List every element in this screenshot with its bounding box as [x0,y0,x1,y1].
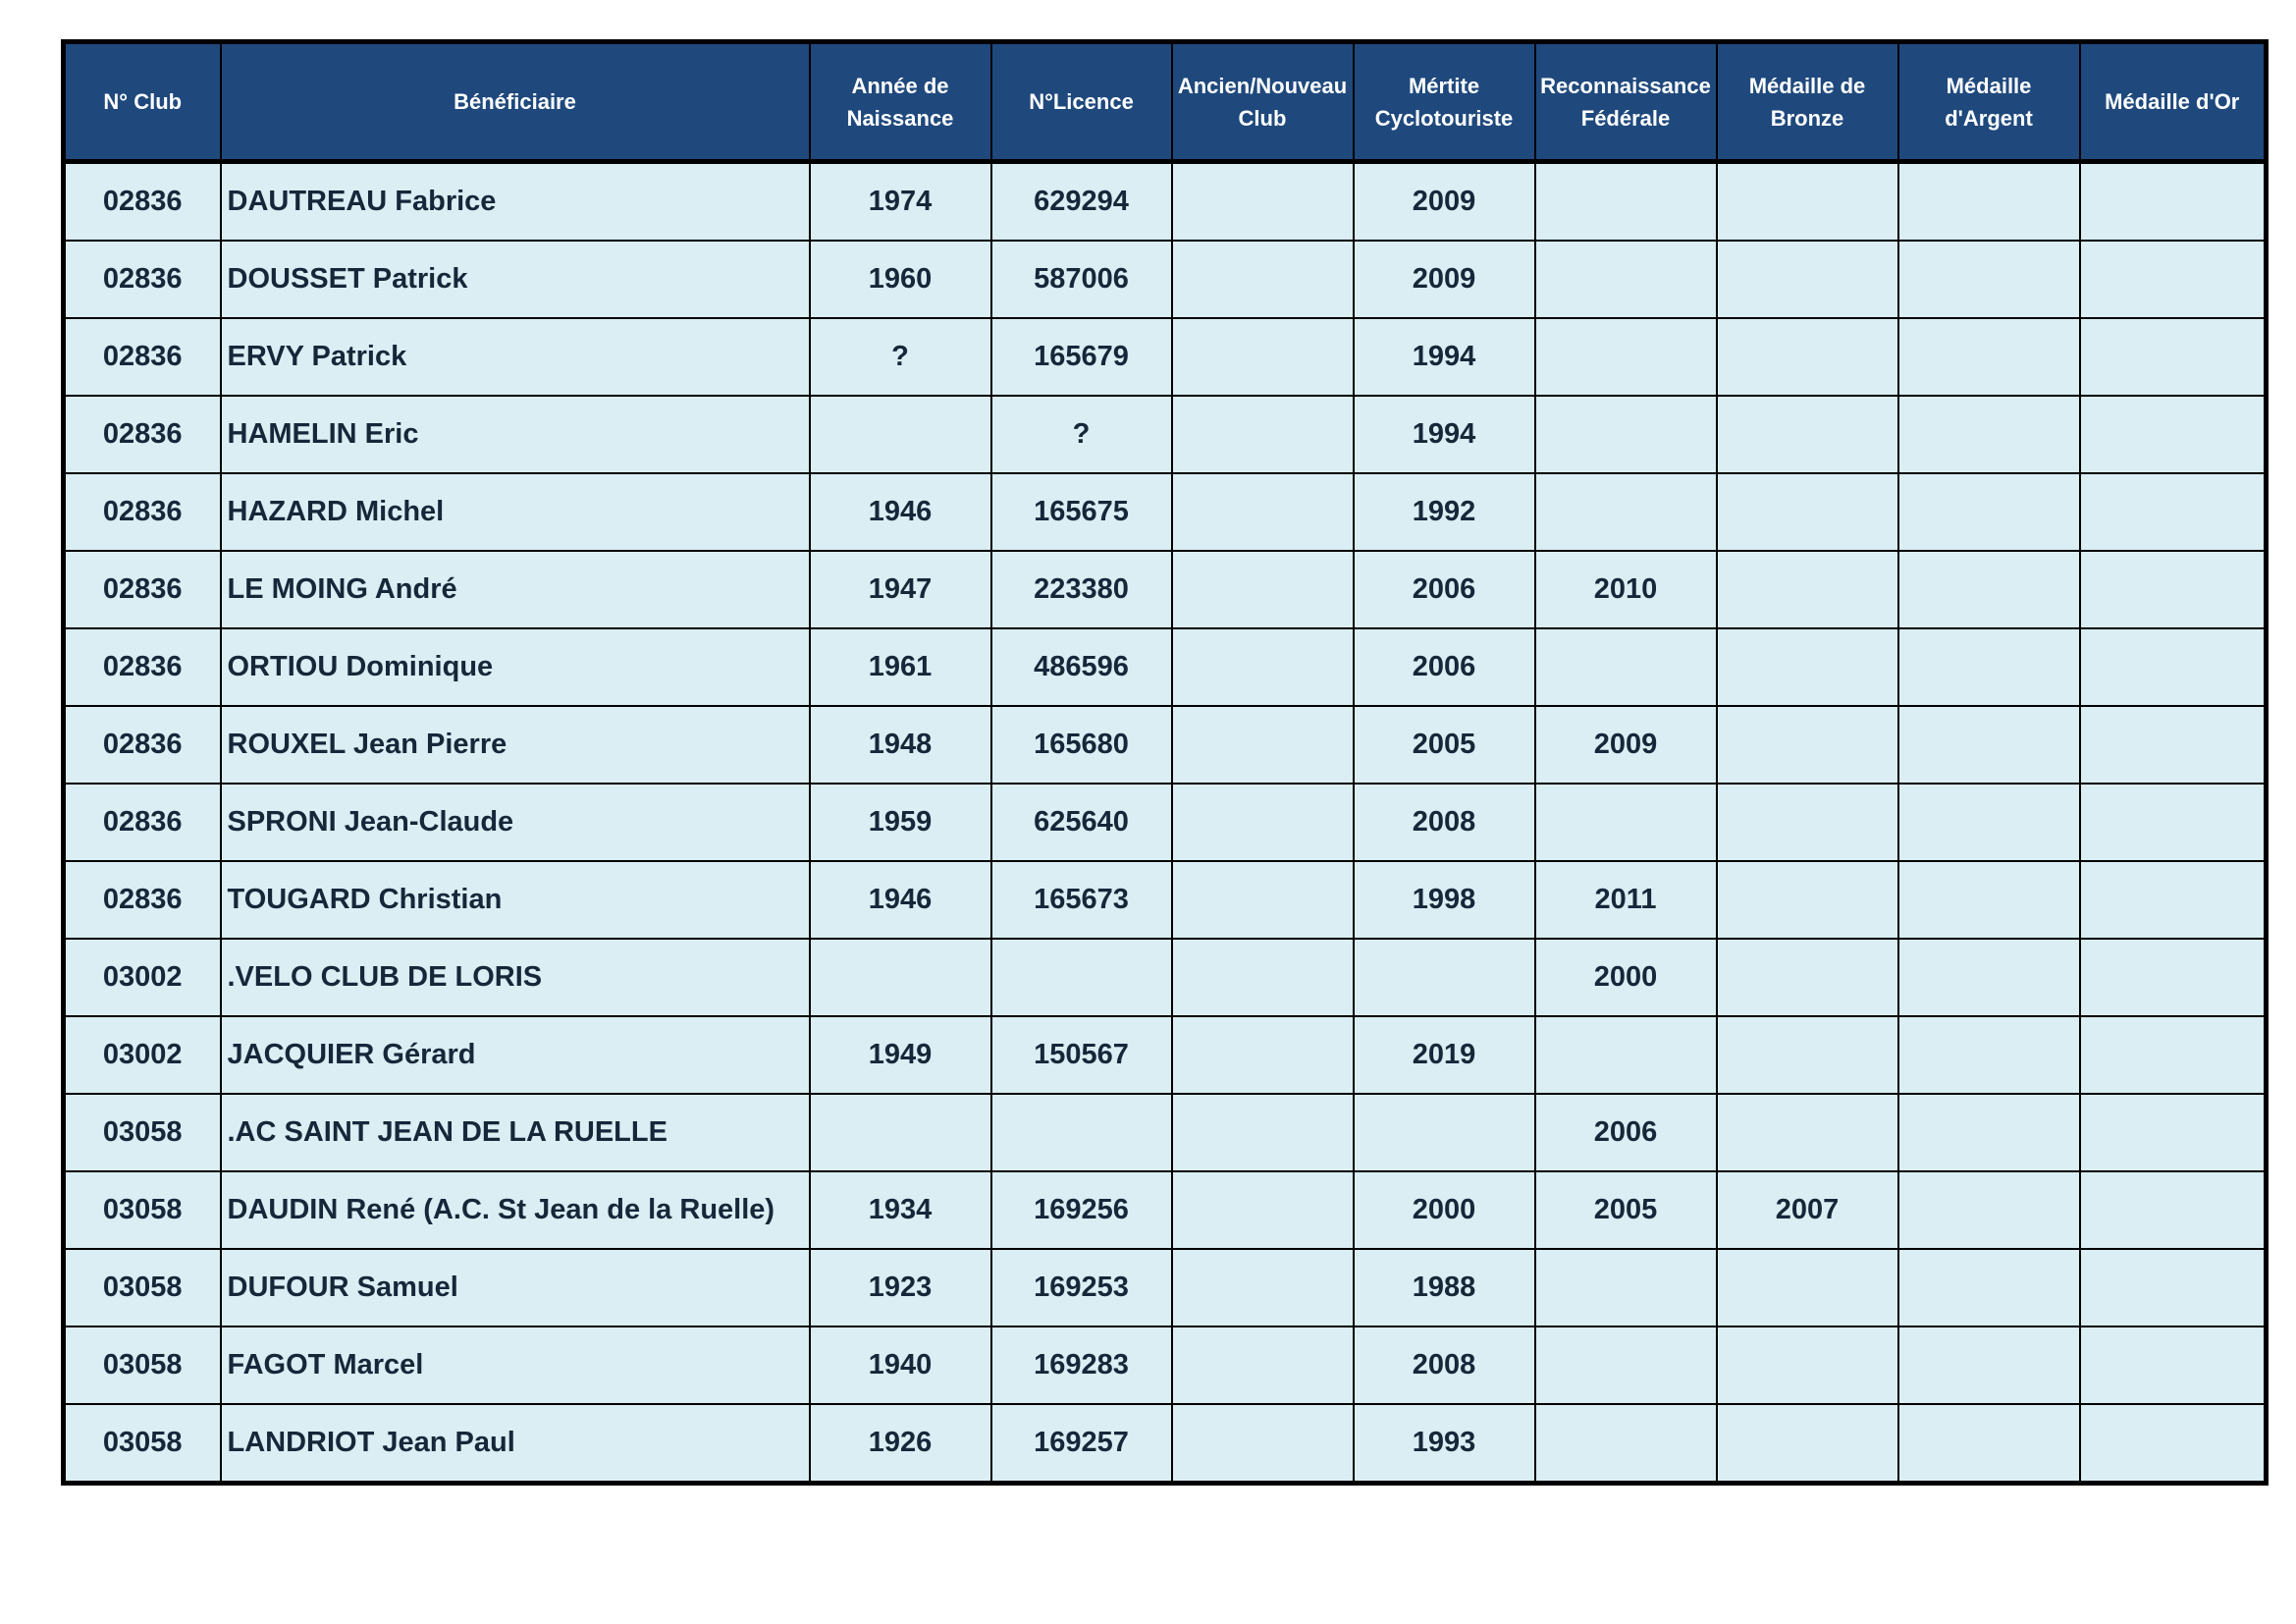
beneficiary-cell: .VELO CLUB DE LORIS [221,939,810,1016]
cyclotourist-merit-cell: 1994 [1354,318,1535,396]
gold-medal-cell [2080,241,2267,318]
club-number-cell: 03002 [64,939,221,1016]
old-new-club-cell [1172,473,1354,551]
beneficiary-cell: JACQUIER Gérard [221,1016,810,1094]
federal-recognition-cell [1535,1016,1717,1094]
club-number-cell: 02836 [64,318,221,396]
gold-medal-cell [2080,1094,2267,1171]
beneficiary-cell: HAMELIN Eric [221,396,810,473]
beneficiary-cell: FAGOT Marcel [221,1326,810,1404]
header-club-number: N° Club [64,42,221,162]
license-number-cell: 486596 [991,628,1172,706]
beneficiary-cell: TOUGARD Christian [221,861,810,939]
cyclotourist-merit-cell: 2005 [1354,706,1535,784]
gold-medal-cell [2080,628,2267,706]
cyclotourist-merit-cell: 2008 [1354,1326,1535,1404]
table-row [64,473,2267,551]
table-row [64,1404,2267,1484]
silver-medal-cell [1898,1404,2080,1484]
bronze-medal-cell [1717,1094,1898,1171]
header-gold-medal: Médaille d'Or [2080,42,2267,162]
silver-medal-cell [1898,1094,2080,1171]
cyclotourist-merit-cell [1354,939,1535,1016]
beneficiary-cell: SPRONI Jean-Claude [221,784,810,861]
bronze-medal-cell [1717,784,1898,861]
birth-year-cell [810,939,991,1016]
table-row [64,1094,2267,1171]
old-new-club-cell [1172,241,1354,318]
license-number-cell: 169283 [991,1326,1172,1404]
birth-year-cell: 1946 [810,861,991,939]
gold-medal-cell [2080,396,2267,473]
federal-recognition-cell [1535,473,1717,551]
table-row [64,628,2267,706]
old-new-club-cell [1172,1404,1354,1484]
birth-year-cell: 1960 [810,241,991,318]
federal-recognition-cell [1535,241,1717,318]
beneficiary-cell: DAUTREAU Fabrice [221,162,810,242]
table-row [64,861,2267,939]
awards-table [61,39,2269,1486]
header-beneficiary: Bénéficiaire [221,42,810,162]
table-row [64,241,2267,318]
old-new-club-cell [1172,784,1354,861]
table-row [64,162,2267,242]
old-new-club-cell [1172,1326,1354,1404]
bronze-medal-cell [1717,162,1898,242]
old-new-club-cell [1172,628,1354,706]
header-cyclotourist-merit: Mértite Cyclotouriste [1354,42,1535,162]
gold-medal-cell [2080,318,2267,396]
license-number-cell [991,1094,1172,1171]
beneficiary-cell: HAZARD Michel [221,473,810,551]
federal-recognition-cell [1535,628,1717,706]
old-new-club-cell [1172,706,1354,784]
license-number-cell [991,939,1172,1016]
license-number-cell: ? [991,396,1172,473]
silver-medal-cell [1898,1249,2080,1326]
federal-recognition-cell [1535,1326,1717,1404]
bronze-medal-cell [1717,706,1898,784]
table-row [64,318,2267,396]
silver-medal-cell [1898,1326,2080,1404]
header-birth-year: Année de Naissance [810,42,991,162]
cyclotourist-merit-cell: 1993 [1354,1404,1535,1484]
license-number-cell: 169253 [991,1249,1172,1326]
bronze-medal-cell [1717,551,1898,628]
silver-medal-cell [1898,241,2080,318]
header-federal-recognition: Reconnaissance Fédérale [1535,42,1717,162]
federal-recognition-cell: 2000 [1535,939,1717,1016]
gold-medal-cell [2080,1249,2267,1326]
old-new-club-cell [1172,1171,1354,1249]
federal-recognition-cell [1535,1404,1717,1484]
birth-year-cell: 1940 [810,1326,991,1404]
silver-medal-cell [1898,784,2080,861]
table-body [64,162,2267,1484]
bronze-medal-cell: 2007 [1717,1171,1898,1249]
header-license-number: N°Licence [991,42,1172,162]
federal-recognition-cell [1535,318,1717,396]
cyclotourist-merit-cell [1354,1094,1535,1171]
header-bronze-medal: Médaille de Bronze [1717,42,1898,162]
gold-medal-cell [2080,1016,2267,1094]
club-number-cell: 02836 [64,162,221,242]
federal-recognition-cell: 2005 [1535,1171,1717,1249]
beneficiary-cell: ORTIOU Dominique [221,628,810,706]
gold-medal-cell [2080,1171,2267,1249]
club-number-cell: 03058 [64,1094,221,1171]
club-number-cell: 03058 [64,1171,221,1249]
gold-medal-cell [2080,861,2267,939]
license-number-cell: 223380 [991,551,1172,628]
club-number-cell: 03002 [64,1016,221,1094]
silver-medal-cell [1898,551,2080,628]
club-number-cell: 02836 [64,706,221,784]
old-new-club-cell [1172,939,1354,1016]
header-row [64,42,2267,162]
birth-year-cell: 1923 [810,1249,991,1326]
beneficiary-cell: ROUXEL Jean Pierre [221,706,810,784]
federal-recognition-cell: 2010 [1535,551,1717,628]
birth-year-cell: 1946 [810,473,991,551]
federal-recognition-cell [1535,162,1717,242]
birth-year-cell: 1974 [810,162,991,242]
federal-recognition-cell: 2006 [1535,1094,1717,1171]
beneficiary-cell: DOUSSET Patrick [221,241,810,318]
cyclotourist-merit-cell: 2006 [1354,551,1535,628]
federal-recognition-cell [1535,396,1717,473]
gold-medal-cell [2080,551,2267,628]
birth-year-cell: 1949 [810,1016,991,1094]
club-number-cell: 02836 [64,551,221,628]
old-new-club-cell [1172,162,1354,242]
club-number-cell: 02836 [64,396,221,473]
cyclotourist-merit-cell: 2006 [1354,628,1535,706]
silver-medal-cell [1898,162,2080,242]
license-number-cell: 169256 [991,1171,1172,1249]
silver-medal-cell [1898,1171,2080,1249]
cyclotourist-merit-cell: 2009 [1354,162,1535,242]
cyclotourist-merit-cell: 2000 [1354,1171,1535,1249]
old-new-club-cell [1172,396,1354,473]
license-number-cell: 169257 [991,1404,1172,1484]
gold-medal-cell [2080,1326,2267,1404]
bronze-medal-cell [1717,1249,1898,1326]
bronze-medal-cell [1717,939,1898,1016]
old-new-club-cell [1172,318,1354,396]
table-header [64,42,2267,162]
header-old-new-club: Ancien/Nouveau Club [1172,42,1354,162]
silver-medal-cell [1898,318,2080,396]
birth-year-cell: 1961 [810,628,991,706]
license-number-cell: 625640 [991,784,1172,861]
beneficiary-cell: LANDRIOT Jean Paul [221,1404,810,1484]
club-number-cell: 02836 [64,861,221,939]
table-row [64,551,2267,628]
header-silver-medal: Médaille d'Argent [1898,42,2080,162]
old-new-club-cell [1172,551,1354,628]
table-row [64,939,2267,1016]
bronze-medal-cell [1717,241,1898,318]
birth-year-cell: 1959 [810,784,991,861]
silver-medal-cell [1898,1016,2080,1094]
table-row [64,396,2267,473]
birth-year-cell: ? [810,318,991,396]
old-new-club-cell [1172,1249,1354,1326]
federal-recognition-cell [1535,784,1717,861]
beneficiary-cell: .AC SAINT JEAN DE LA RUELLE [221,1094,810,1171]
license-number-cell: 587006 [991,241,1172,318]
gold-medal-cell [2080,939,2267,1016]
club-number-cell: 03058 [64,1404,221,1484]
birth-year-cell: 1948 [810,706,991,784]
bronze-medal-cell [1717,1326,1898,1404]
gold-medal-cell [2080,784,2267,861]
table-row [64,1171,2267,1249]
federal-recognition-cell [1535,1249,1717,1326]
old-new-club-cell [1172,1094,1354,1171]
old-new-club-cell [1172,861,1354,939]
cyclotourist-merit-cell: 1998 [1354,861,1535,939]
cyclotourist-merit-cell: 1988 [1354,1249,1535,1326]
silver-medal-cell [1898,939,2080,1016]
gold-medal-cell [2080,162,2267,242]
silver-medal-cell [1898,473,2080,551]
gold-medal-cell [2080,473,2267,551]
birth-year-cell: 1926 [810,1404,991,1484]
cyclotourist-merit-cell: 1992 [1354,473,1535,551]
license-number-cell: 165680 [991,706,1172,784]
table-row [64,1016,2267,1094]
beneficiary-cell: LE MOING André [221,551,810,628]
club-number-cell: 03058 [64,1326,221,1404]
bronze-medal-cell [1717,473,1898,551]
license-number-cell: 165675 [991,473,1172,551]
cyclotourist-merit-cell: 2008 [1354,784,1535,861]
bronze-medal-cell [1717,1404,1898,1484]
bronze-medal-cell [1717,396,1898,473]
bronze-medal-cell [1717,861,1898,939]
club-number-cell: 02836 [64,241,221,318]
cyclotourist-merit-cell: 2019 [1354,1016,1535,1094]
club-number-cell: 02836 [64,784,221,861]
license-number-cell: 629294 [991,162,1172,242]
gold-medal-cell [2080,706,2267,784]
birth-year-cell: 1934 [810,1171,991,1249]
club-number-cell: 02836 [64,473,221,551]
beneficiary-cell: DUFOUR Samuel [221,1249,810,1326]
club-number-cell: 03058 [64,1249,221,1326]
federal-recognition-cell: 2009 [1535,706,1717,784]
silver-medal-cell [1898,861,2080,939]
cyclotourist-merit-cell: 1994 [1354,396,1535,473]
bronze-medal-cell [1717,1016,1898,1094]
birth-year-cell [810,396,991,473]
birth-year-cell: 1947 [810,551,991,628]
license-number-cell: 150567 [991,1016,1172,1094]
silver-medal-cell [1898,628,2080,706]
table-row [64,1249,2267,1326]
gold-medal-cell [2080,1404,2267,1484]
license-number-cell: 165679 [991,318,1172,396]
table-row [64,706,2267,784]
silver-medal-cell [1898,706,2080,784]
table-row [64,784,2267,861]
beneficiary-cell: ERVY Patrick [221,318,810,396]
silver-medal-cell [1898,396,2080,473]
cyclotourist-merit-cell: 2009 [1354,241,1535,318]
license-number-cell: 165673 [991,861,1172,939]
birth-year-cell [810,1094,991,1171]
club-number-cell: 02836 [64,628,221,706]
bronze-medal-cell [1717,628,1898,706]
old-new-club-cell [1172,1016,1354,1094]
beneficiary-cell: DAUDIN René (A.C. St Jean de la Ruelle) [221,1171,810,1249]
bronze-medal-cell [1717,318,1898,396]
table-row [64,1326,2267,1404]
federal-recognition-cell: 2011 [1535,861,1717,939]
